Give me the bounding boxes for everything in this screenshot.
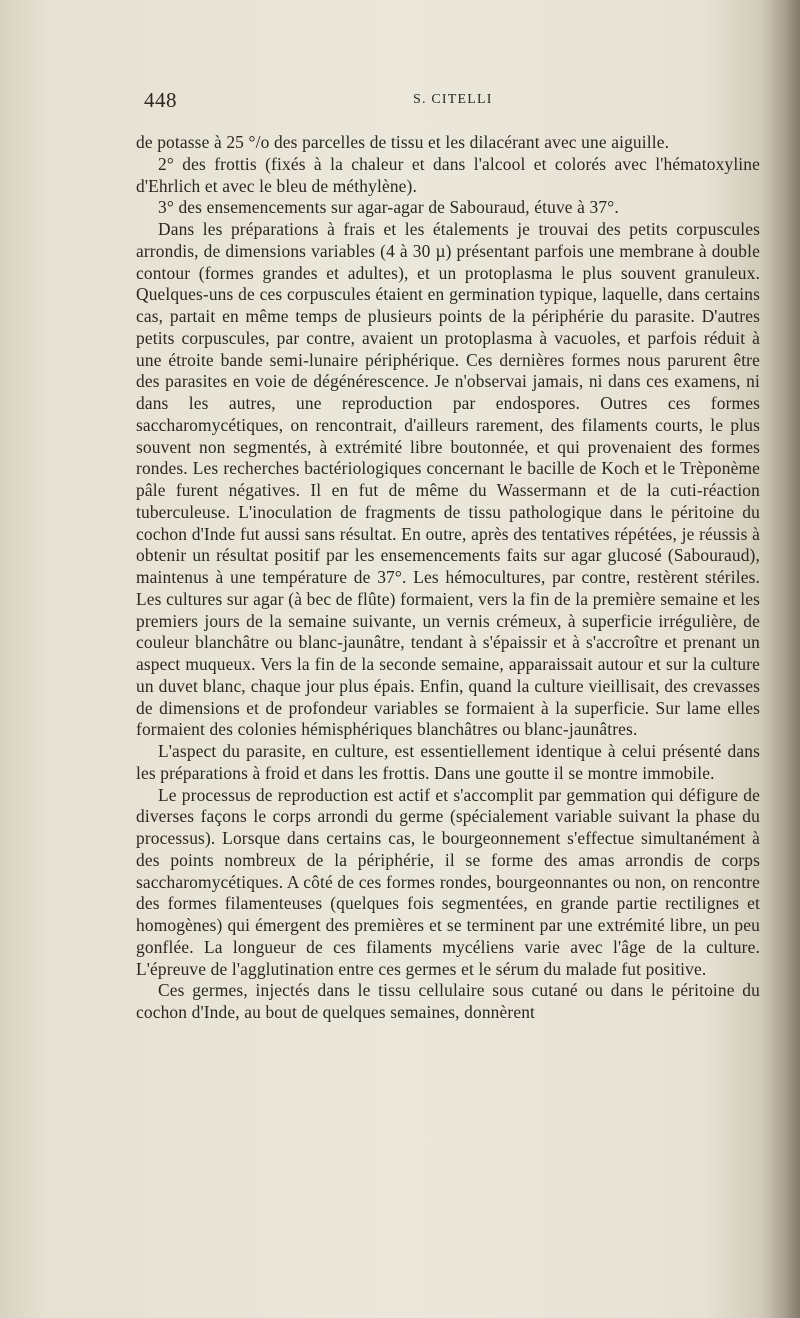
running-head: S. CITELLI xyxy=(413,92,493,107)
paragraph: Ces germes, injectés dans le tissu cellulaire sous cutané ou dans le péritoine du cochon d'Inde, au bout de quelques semaines, donnèrent xyxy=(136,980,760,1022)
paragraph: L'aspect du parasite, en culture, est essentiellement identique à celui présenté dans les préparations à froid et dans les frottis. Dans une goutte il se montre immobile. xyxy=(136,741,760,783)
paragraph: Dans les préparations à frais et les étalements je trouvai des petits corpuscules arrondis, de dimensions variables (4 à 30 µ) présentant parfois une membrane à double contour (formes grandes et adultes), et un protoplasma le plus souvent granuleux. Quelques-uns de ces corpuscules étaient en germination typique, laquelle, dans certains cas, partait en même temps de plusieurs points de la périphérie du parasite. D'autres petits corpuscules, par contre, avaient un protoplasma à vacuoles, et parfois réduit à une étroite bande semi-lunaire périphérique. Ces dernières formes nous parurent être des parasites en voie de dégénérescence. Je n'observai jamais, ni dans ces examens, ni dans les autres, une reproduction par endospores. Outres ces formes saccharomycétiques, on rencontrait, d'ailleurs rarement, des filaments courts, le plus souvent non segmentés, à extrémité libre boutonnée, et qui provenaient des formes rondes. Les recherches bactériologiques concernant le bacille de Koch et le Trèponème pâle furent négatives. Il en fut de même du Wassermann et de la cuti-réaction tuberculeuse. L'inoculation de fragments de tissu pathologique dans le péritoine du cochon d'Inde fut aussi sans résultat. En outre, après des tentatives répétées, je réussis à obtenir un résultat positif par les ensemencements faits sur agar glucosé (Sabouraud), maintenus à une température de 37°. Les hémocultures, par contre, restèrent stériles. Les cultures sur agar (à bec de flûte) formaient, vers la fin de la première semaine et les premiers jours de la semaine suivante, un vernis crémeux, à superficie irrégulière, de couleur blanchâtre ou blanc-jaunâtre, tendant à s'épaissir et à s'accroître et prenant un aspect muqueux. Vers la fin de la seconde semaine, apparaissait autour et sur la culture un duvet blanc, chaque jour plus épais. Enfin, quand la culture vieillisait, des crevasses de dimensions et de profondeur variables se formaient à la superficie. Sur lame elles formaient des colonies hémisphériques blanchâtres ou blanc-jaunâtres. xyxy=(136,219,760,740)
paragraph: 2° des frottis (fixés à la chaleur et dans l'alcool et colorés avec l'hématoxyline d'Ehrlich et avec le bleu de méthylène). xyxy=(136,153,760,196)
body-text xyxy=(136,132,760,1024)
page-number: 448 xyxy=(144,88,177,112)
paragraph: de potasse à 25 °/o des parcelles de tissu et les dilacérant avec une aiguille. xyxy=(136,132,670,152)
page-edge-shadow xyxy=(760,0,800,1318)
paragraph: 3° des ensemencements sur agar-agar de Sabouraud, étuve à 37°. xyxy=(158,197,619,218)
page-header xyxy=(138,88,758,114)
paragraph: Le processus de reproduction est actif et s'accomplit par gemmation qui défigure de diverses façons le corps arrondi du germe (spécialement variable suivant la phase du processus). Lorsque dans certains cas, le bourgeonnement s'effectue simultanément à des points nombreux de la périphérie, il se forme des amas arrondis de corps saccharomycétiques. A côté de ces formes rondes, bourgeonnantes ou non, on rencontre des formes filamenteuses (quelques fois segmentées, en grande partie rectilignes et homogènes) qui émergent des premières et se terminent par une extrémité libre, un peu gonflée. La longueur de ces filaments mycéliens varie avec l'âge de la culture. L'épreuve de l'agglutination entre ces germes et le sérum du malade fut positive. xyxy=(136,784,760,979)
